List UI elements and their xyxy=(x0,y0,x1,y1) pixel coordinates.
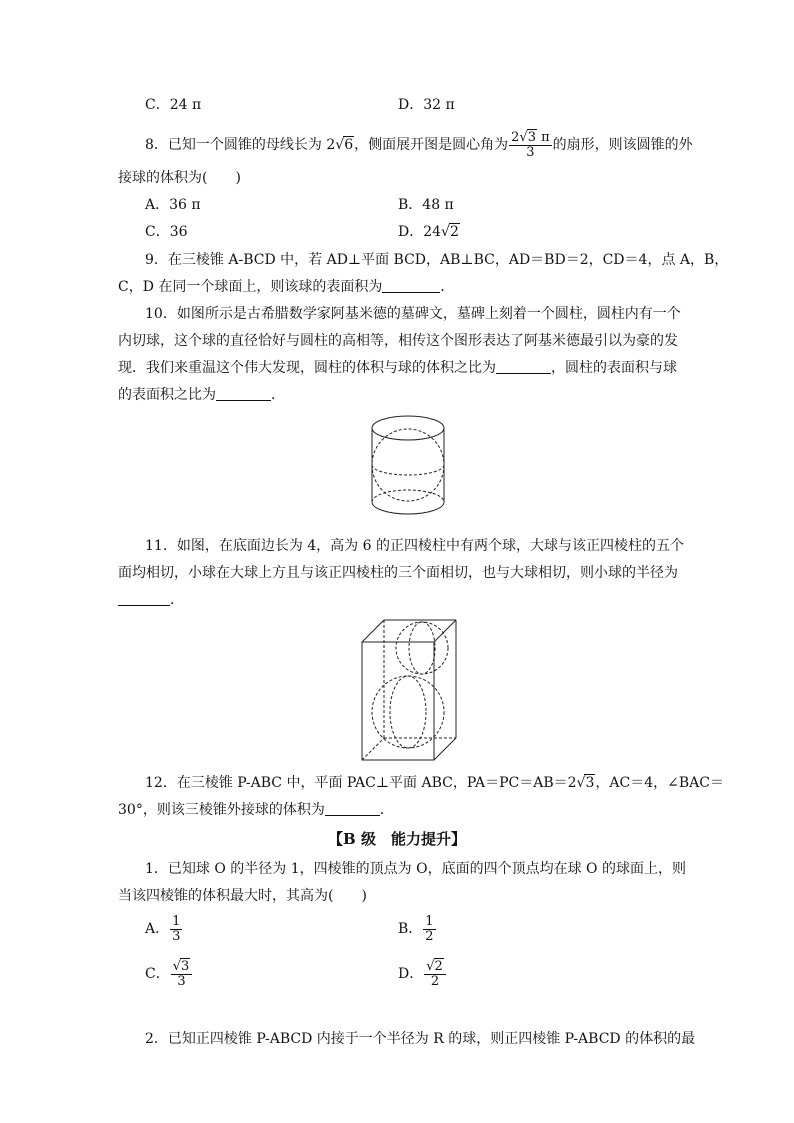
q10-line1: 10．如图所示是古希腊数学家阿基米德的墓碑文，墓碑上刻着一个圆柱，圆柱内有一个 xyxy=(145,306,681,322)
q9-line1: 9．在三棱锥 A-BCD 中，若 AD⊥平面 BCD，AB⊥BC，AD＝BD＝2，CD＝4，点 A，B， xyxy=(145,252,729,268)
q8-option-a: A．36 π xyxy=(145,197,201,213)
b1-option-a: A． $\frac{1}{3}$ xyxy=(145,913,181,944)
q12-line2: 30°，则该三棱锥外接球的体积为 ． xyxy=(118,802,394,818)
q8-option-b: B．48 π xyxy=(398,197,454,213)
q9-line2: C，D 在同一个球面上，则该球的表面积为 ． xyxy=(118,279,455,295)
q8-fraction: $\frac{2√3 \pi}{3}$ xyxy=(511,129,550,160)
section-b-heading: 【B 级 能力提升】 xyxy=(328,830,466,848)
q10-line3: 现．我们来重温这个伟大发现，圆柱的体积与球的体积之比为 ，圆柱的表面积与球 xyxy=(118,360,677,376)
b1-option-c: C． $\frac{√3}{3}$ xyxy=(145,954,193,994)
prism-spheres-figure xyxy=(358,616,462,764)
q11-line3: ． xyxy=(118,590,184,610)
b1-option-d: D． $\frac{√2}{2}$ xyxy=(398,954,447,994)
q10-line4: 的表面积之比为 ． xyxy=(118,387,285,403)
q11-answer-blank xyxy=(118,591,170,606)
q12-answer-blank xyxy=(325,801,380,816)
q7-option-c: C．24 π xyxy=(145,97,202,113)
q10-answer-blank-2 xyxy=(216,386,271,401)
q8-option-d: D．24√2 xyxy=(398,224,459,240)
q7-option-d: D．32 π xyxy=(398,97,455,113)
q10-answer-blank-1 xyxy=(496,359,551,374)
b2-line1: 2．已知正四棱锥 P-ABCD 内接于一个半径为 R 的球，则正四棱锥 P-ABCD 的体积的最 xyxy=(145,1031,696,1047)
q9-answer-blank xyxy=(382,278,440,293)
q10-line2: 内切球，这个球的直径恰好与圆柱的高相等，相传这个图形表达了阿基米德最引以为豪的发 xyxy=(118,333,678,349)
q11-line2: 面均相切，小球在大球上方且与该正四棱柱的三个面相切，也与大球相切，则小球的半径为 xyxy=(118,565,678,581)
cylinder-sphere-figure xyxy=(365,410,455,526)
q8-stem-line1: 8．已知一个圆锥的母线长为 2√6，侧面展开图是圆心角为 $\frac{2√3 \pi}{3}$ 的扇形，则该圆锥的外 xyxy=(145,129,693,160)
q8-option-c: C．36 xyxy=(145,224,188,240)
q12-line1: 12．在三棱锥 P-ABC 中，平面 PAC⊥平面 ABC，PA＝PC＝AB＝2√3，AC＝4，∠BAC＝ xyxy=(145,775,724,791)
b1-line1: 1．已知球 O 的半径为 1，四棱锥的顶点为 O，底面的四个顶点均在球 O 的球面上，则 xyxy=(145,861,686,877)
b1-option-b: B． $\frac{1}{2}$ xyxy=(398,913,434,944)
q11-line1: 11．如图，在底面边长为 4，高为 6 的正四棱柱中有两个球，大球与该正四棱柱的五个 xyxy=(145,538,684,554)
q8-stem-line2: 接球的体积为( ) xyxy=(118,170,241,186)
b1-line2: 当该四棱锥的体积最大时，其高为( ) xyxy=(118,888,367,904)
